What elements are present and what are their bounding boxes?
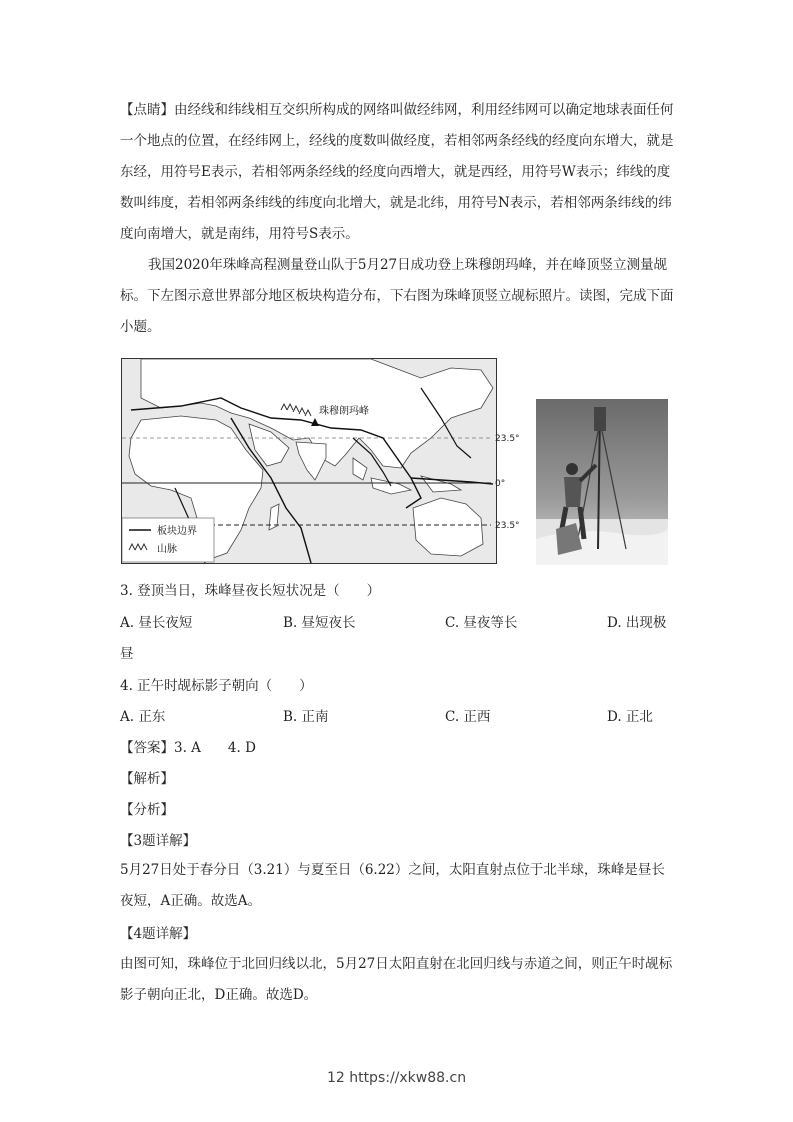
legend-plate-label: 板块边界 [157, 526, 197, 537]
tip-paragraph: 【点睛】由经线和纬线相互交织所构成的网络叫做经纬网，利用经纬网可以确定地球表面任何一个地点的位置，在经纬网上，经线的度数叫做经度，若相邻两条经线的经度向东增大，就是东经，用符号E表示，若相邻两条经线的经度向西增大，就是西经，用符号W表示；纬线的度数叫纬度，若相邻两条纬线的纬度向北增大，就是北纬，用符号N表示，若相邻两条纬线的纬度向南增大，就是南纬，用符号S表示。 [120, 102, 674, 242]
q3-option-d: D. 出现极 [607, 615, 667, 631]
lat-label-equator: 0° [495, 479, 506, 489]
peak-label: 珠穆朗玛峰 [319, 406, 369, 417]
q4-detail-heading: 【4题详解】 [120, 926, 197, 942]
fenxi-heading: 【分析】 [120, 802, 174, 818]
q3-detail-text: 5月27日处于春分日（3.21）与夏至日（6.22）之间，太阳直射点位于北半球，珠峰是昼长夜短，A正确。故选A。 [120, 862, 665, 909]
q3-detail-heading: 【3题详解】 [120, 833, 197, 849]
q4-option-a: A. 正东 [120, 709, 166, 725]
analysis-heading: 【解析】 [120, 771, 174, 787]
lat-label-north: 23.5° [495, 434, 520, 444]
q3-option-b: B. 昼短夜长 [283, 615, 356, 631]
q4-option-d: D. 正北 [607, 709, 653, 725]
intro-paragraph: 我国2020年珠峰高程测量登山队于5月27日成功登上珠穆朗玛峰，并在峰顶竖立测量觇标。下左图示意世界部分地区板块构造分布，下右图为珠峰顶竖立觇标照片。读图，完成下面小题。 [120, 257, 674, 335]
summit-survey-photo [536, 399, 668, 565]
legend-mountain-label: 山脉 [157, 544, 177, 555]
lat-label-south: 23.5° [495, 521, 520, 531]
answer-line: 【答案】3. A 4. D [120, 740, 256, 756]
page-footer: 12 https://xkw88.cn [326, 1070, 467, 1086]
question-4-stem: 4. 正午时觇标影子朝向（ ） [120, 678, 313, 694]
plate-tectonics-map [121, 358, 520, 564]
q3-option-a: A. 昼长夜短 [120, 615, 193, 631]
q3-option-d-continued: 昼 [120, 646, 134, 662]
q4-detail-text: 由图可知，珠峰位于北回归线以北，5月27日太阳直射在北回归线与赤道之间，则正午时觇标影子朝向正北，D正确。故选D。 [120, 956, 673, 1003]
q3-option-c: C. 昼夜等长 [445, 615, 518, 631]
q4-option-c: C. 正西 [445, 709, 491, 725]
q4-option-b: B. 正南 [283, 709, 329, 725]
question-3-stem: 3. 登顶当日，珠峰昼夜长短状况是（ ） [120, 583, 381, 599]
